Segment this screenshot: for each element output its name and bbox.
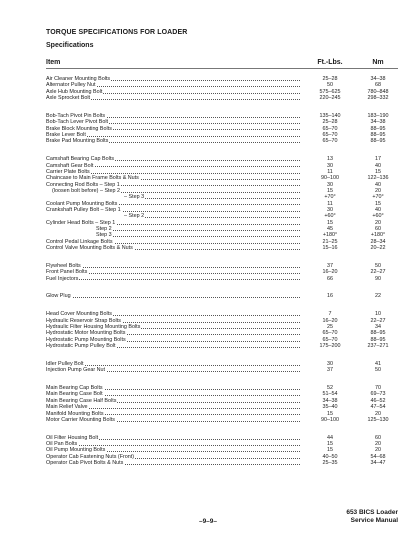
torque-row [46, 188, 398, 194]
torque-row [46, 330, 398, 336]
torque-row [46, 95, 398, 101]
row-nm-value: 20 [375, 410, 381, 417]
row-nm-value: 34 [375, 324, 381, 330]
row-nm-value: 15 [375, 200, 381, 207]
torque-row [46, 239, 398, 245]
torque-row [46, 343, 398, 349]
row-label: Main Bearing Case Bolt [46, 391, 103, 398]
column-header-nm: Nm [372, 59, 384, 66]
row-ftlbs-value: +60° [300, 213, 360, 219]
row-ftlbs-value: 50 [300, 82, 360, 88]
row-ftlbs-value: 25 [300, 324, 360, 330]
row-ftlbs-value: 220–245 [300, 95, 360, 101]
leader-dots [124, 217, 318, 218]
row-nm-value: 15 [375, 168, 381, 175]
row-nm-value: 22–27 [370, 269, 386, 276]
torque-row [46, 337, 398, 343]
manual-title-line2: Service Manual [350, 517, 398, 524]
row-ftlbs-value: 65–70 [300, 132, 360, 138]
torque-row [46, 417, 398, 423]
torque-row [46, 367, 398, 373]
row-ftlbs-value: 90–100 [300, 417, 360, 423]
row-ftlbs-value: 25–28 [300, 76, 360, 82]
row-ftlbs-value: 35–40 [300, 404, 360, 410]
row-nm-value: 41 [375, 360, 381, 367]
torque-row [46, 263, 398, 269]
row-ftlbs-value: 25–28 [300, 119, 360, 125]
row-nm-value: 10 [375, 311, 381, 318]
row-nm-value: 88–95 [370, 330, 386, 337]
row-nm-value: 183–190 [367, 112, 389, 119]
row-ftlbs-value: 44 [300, 435, 360, 441]
row-label: (loosen bolt before) – Step 2 [52, 187, 121, 194]
row-ftlbs-value: 15–16 [300, 245, 360, 251]
torque-row [46, 213, 398, 219]
torque-row [46, 293, 398, 299]
row-label: Brake Pad Mounting Bolts [46, 138, 109, 145]
torque-row [46, 156, 398, 162]
row-label: Control Valve Mounting Bolts & Nuts [46, 245, 133, 252]
row-nm-value: 88–95 [370, 138, 386, 145]
row-nm-value: 20–22 [370, 245, 386, 252]
row-nm-value: 20 [375, 447, 381, 454]
row-nm-value: 20 [375, 441, 381, 448]
torque-row [46, 398, 398, 404]
page-number: –9–9– [198, 518, 218, 525]
row-nm-value: 88–95 [370, 336, 386, 343]
row-ftlbs-value: 30 [300, 361, 360, 367]
section-title: Specifications [46, 42, 94, 49]
row-nm-value: 40 [375, 162, 381, 169]
row-nm-value: +70° [372, 194, 384, 201]
row-ftlbs-value: 30 [300, 207, 360, 213]
row-ftlbs-value: 16 [300, 293, 360, 299]
row-label: Axle Sprocket Bolt [46, 95, 91, 102]
row-label: Camshaft Gear Bolt [46, 162, 94, 169]
row-nm-value: 17 [375, 156, 381, 163]
row-ftlbs-value: 15 [300, 441, 360, 447]
manual-title-line1: 653 BICS Loader [346, 509, 398, 516]
page-title: TORQUE SPECIFICATIONS FOR LOADER [46, 29, 188, 36]
torque-row [46, 441, 398, 447]
row-ftlbs-value: 65–70 [300, 330, 360, 336]
row-label: Chaincase to Main Frame Bolts & Nuts [46, 175, 139, 182]
row-ftlbs-value: 65–70 [300, 337, 360, 343]
row-label: Bob-Tach Lever Pivot Bolt [46, 119, 109, 126]
row-ftlbs-value: 90–100 [300, 175, 360, 181]
torque-row [46, 447, 398, 453]
row-label: Fuel Injectors [46, 275, 79, 282]
row-nm-value: 68 [375, 82, 381, 89]
row-label: Motor Carrier Mounting Bolts [46, 416, 115, 423]
row-ftlbs-value: 65–70 [300, 126, 360, 132]
torque-row [46, 391, 398, 397]
row-nm-value: 34–47 [370, 460, 386, 467]
torque-row [46, 182, 398, 188]
row-label: Bob-Tach Pivot Pin Bolts [46, 112, 106, 119]
row-label: Axle Hub Mounting Bolt [46, 88, 103, 95]
row-ftlbs-value: 11 [300, 201, 360, 207]
row-label: Brake Block Mounting Bolts [46, 125, 112, 132]
row-ftlbs-value: 34–38 [300, 398, 360, 404]
torque-row [46, 404, 398, 410]
row-ftlbs-value: 15 [300, 411, 360, 417]
row-nm-value: 34–38 [370, 119, 386, 126]
row-label: Carrier Plate Bolts [46, 168, 90, 175]
row-label: Control Pedal Linkage Bolts [46, 238, 113, 245]
row-label: Main Bearing Case Half Bolts [46, 397, 117, 404]
row-label: Alternator Pulley Nut [46, 82, 96, 89]
row-ftlbs-value: +70° [300, 194, 360, 200]
row-ftlbs-value: 11 [300, 169, 360, 175]
row-label: Main Relief Valve [46, 404, 88, 411]
row-ftlbs-value: 52 [300, 385, 360, 391]
torque-row [46, 232, 398, 238]
row-nm-value: 50 [375, 367, 381, 374]
torque-row [46, 460, 398, 466]
row-nm-value: 20 [375, 187, 381, 194]
leader-dots [124, 198, 318, 199]
row-nm-value: 60 [375, 226, 381, 232]
row-ftlbs-value: 16–20 [300, 318, 360, 324]
row-label: Camshaft Bearing Cap Bolts [46, 156, 115, 163]
row-ftlbs-value: 37 [300, 263, 360, 269]
torque-row [46, 361, 398, 367]
torque-row [46, 324, 398, 330]
row-nm-value: 69–73 [370, 391, 386, 398]
torque-row [46, 76, 398, 82]
leader-dots [46, 267, 318, 268]
row-label: Brake Lever Bolt [46, 131, 86, 138]
row-ftlbs-value: 40–50 [300, 454, 360, 460]
row-ftlbs-value: 13 [300, 156, 360, 162]
torque-row [46, 226, 398, 232]
row-nm-value: 780–848 [367, 88, 389, 95]
row-nm-value: 22 [375, 293, 381, 300]
row-label: Hydrostatic Pump Mounting Bolts [46, 336, 126, 343]
row-ftlbs-value: +180° [300, 232, 360, 238]
torque-row [46, 276, 398, 282]
row-ftlbs-value: 135–140 [300, 113, 360, 119]
row-label: – Step 2 [124, 213, 145, 220]
leader-dots [46, 297, 318, 298]
row-label: Flywheel Bolts [46, 262, 81, 269]
row-nm-value: 88–95 [370, 125, 386, 132]
row-nm-value: 125–130 [367, 416, 389, 423]
row-ftlbs-value: 16–20 [300, 269, 360, 275]
torque-row [46, 201, 398, 207]
row-ftlbs-value: 51–54 [300, 391, 360, 397]
row-label: Crankshaft Pulley Bolt – Step 1 [46, 206, 121, 213]
torque-row [46, 245, 398, 251]
row-label: Connecting Rod Bolts – Step 1 [46, 181, 120, 188]
row-label: Glow Plug [46, 293, 71, 300]
torque-row [46, 169, 398, 175]
row-nm-value: 40 [375, 181, 381, 188]
torque-row [46, 132, 398, 138]
torque-row [46, 220, 398, 226]
column-header-ftlbs: Ft.-Lbs. [317, 59, 343, 66]
row-ftlbs-value: 7 [300, 311, 360, 317]
row-ftlbs-value: 25–35 [300, 460, 360, 466]
row-ftlbs-value: 15 [300, 220, 360, 226]
row-nm-value: 60 [375, 434, 381, 441]
row-ftlbs-value: 37 [300, 367, 360, 373]
torque-row [46, 163, 398, 169]
torque-row [46, 175, 398, 181]
leader-dots [96, 230, 318, 231]
row-label: Step 2 [96, 226, 112, 232]
row-nm-value: 122–136 [367, 175, 389, 182]
row-ftlbs-value: 175–200 [300, 343, 360, 349]
row-nm-value: 88–95 [370, 131, 386, 138]
leader-dots [46, 445, 318, 446]
row-nm-value: 34–38 [370, 76, 386, 82]
row-nm-value: 20 [375, 219, 381, 226]
row-label: Coolant Pump Mounting Bolts [46, 200, 118, 207]
torque-row [46, 411, 398, 417]
row-nm-value: 237–271 [367, 343, 389, 350]
torque-row [46, 385, 398, 391]
leader-dots [46, 365, 318, 366]
row-ftlbs-value: 45 [300, 226, 360, 232]
row-nm-value: 47–54 [370, 404, 386, 411]
row-nm-value: 70 [375, 385, 381, 392]
row-label: Air Cleaner Mounting Bolts [46, 76, 111, 82]
row-ftlbs-value: 21–25 [300, 239, 360, 245]
row-nm-value: 50 [375, 262, 381, 269]
torque-row [46, 311, 398, 317]
row-label: Operator Cab Fastening Nuts (Front) [46, 453, 135, 460]
row-nm-value: 298–332 [367, 95, 389, 102]
row-label: Head Cover Mounting Bolts [46, 311, 112, 318]
row-ftlbs-value: 15 [300, 188, 360, 194]
row-nm-value: 22–27 [370, 317, 386, 324]
torque-row [46, 82, 398, 88]
row-label: Operator Cab Pivot Bolts & Nuts [46, 460, 124, 467]
row-nm-value: 46–52 [370, 397, 386, 404]
row-label: Idler Pulley Bolt [46, 360, 84, 367]
leader-dots [46, 279, 318, 280]
row-nm-value: +180° [370, 232, 386, 239]
torque-row [46, 454, 398, 460]
row-label: Cylinder Head Bolts – Step 1 [46, 219, 116, 226]
manual-title [346, 509, 398, 525]
row-ftlbs-value: 66 [300, 276, 360, 282]
row-ftlbs-value: 15 [300, 447, 360, 453]
row-nm-value: +60° [372, 213, 384, 220]
row-label: – Step 3 [124, 194, 145, 201]
row-nm-value: 54–68 [370, 453, 386, 460]
row-ftlbs-value: 30 [300, 182, 360, 188]
row-nm-value: 40 [375, 206, 381, 213]
row-label: Oil Filter Housing Bolt [46, 434, 99, 441]
torque-row [46, 89, 398, 95]
torque-row [46, 138, 398, 144]
row-ftlbs-value: 575–625 [300, 89, 360, 95]
column-header-item: Item [46, 59, 61, 66]
row-label: Hydrostatic Pump Pulley Bolt [46, 343, 116, 350]
torque-row [46, 269, 398, 275]
row-label: Hydraulic Reservoir Strap Bolts [46, 317, 121, 324]
row-nm-value: 90 [375, 275, 381, 282]
row-ftlbs-value: 30 [300, 163, 360, 169]
torque-row [46, 318, 398, 324]
row-label: Main Bearing Cap Bolts [46, 385, 103, 392]
torque-row [46, 194, 398, 200]
torque-row [46, 113, 398, 119]
row-label: Oil Pan Bolts [46, 441, 78, 448]
row-label: Front Panel Bolts [46, 269, 88, 276]
row-label: Step 3 [96, 232, 112, 239]
row-label: Hydraulic Filter Housing Mounting Bolts [46, 324, 141, 330]
torque-row [46, 119, 398, 125]
row-ftlbs-value: 65–70 [300, 138, 360, 144]
row-label: Oil Pump Mounting Bolts [46, 447, 106, 454]
torque-row [46, 435, 398, 441]
row-label: Hydrostatic Motor Mounting Bolts [46, 330, 126, 337]
row-nm-value: 28–34 [370, 238, 386, 245]
row-label: Manifold Mounting Bolts [46, 410, 104, 417]
torque-row [46, 207, 398, 213]
torque-row [46, 126, 398, 132]
row-label: Injection Pump Gear Nut [46, 367, 106, 374]
leader-dots [96, 236, 318, 237]
